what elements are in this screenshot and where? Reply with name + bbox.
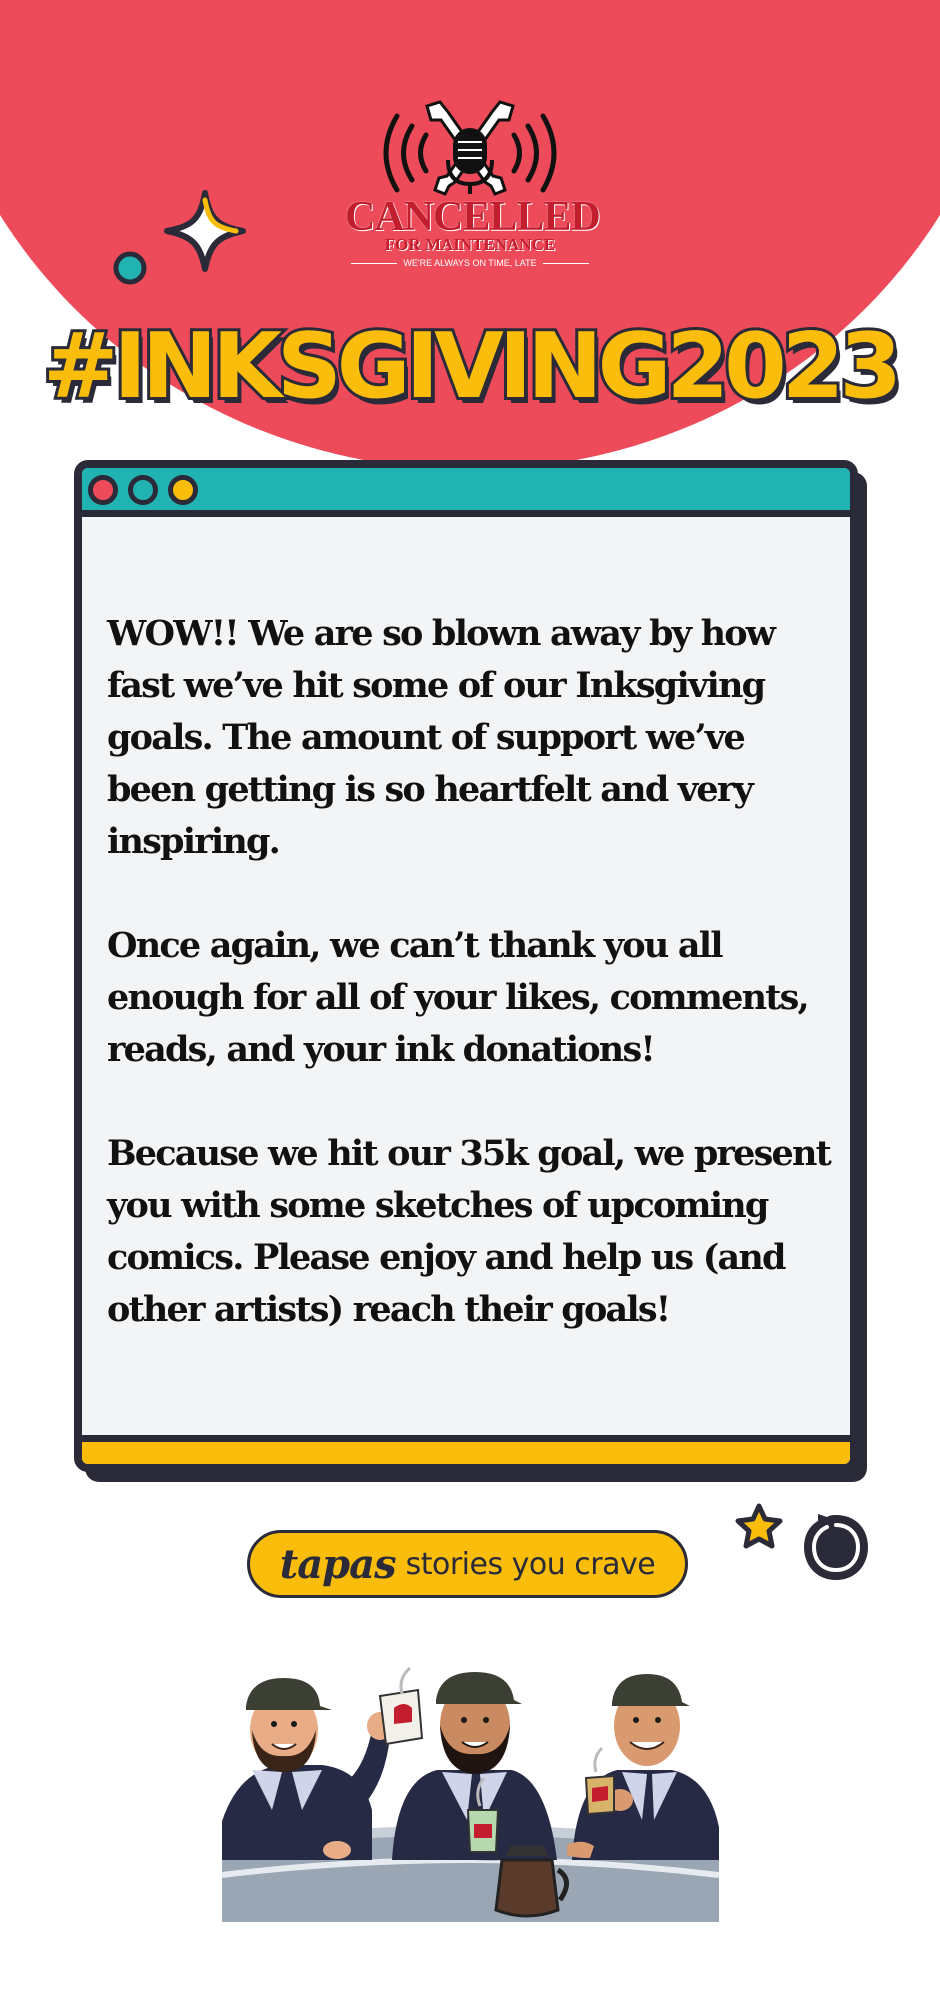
hashtag-heading: #INKSGIVING2023: [43, 314, 897, 419]
mug-tan: [586, 1748, 614, 1814]
tapas-logo: tapas: [279, 1540, 396, 1588]
sparkle-icon: [162, 188, 248, 274]
message-paragraph: WOW!! We are so blown away by how fast we’ve hit some of our Inksgiving goals. The amount of support we’ve been getting is so heartfelt and very inspiring.: [107, 613, 775, 862]
message-paragraph: Because we hit our 35k goal, we present you with some sketches of upcoming comics. Please enjoy and help us (and other artists) reach their goals!: [107, 1133, 830, 1330]
tapas-tagline: stories you crave: [405, 1546, 656, 1582]
logo-tagline: WE'RE ALWAYS ON TIME, LATE: [403, 258, 537, 268]
message-paragraph: Once again, we can’t thank you all enough for all of your likes, comments, reads, and your ink donations!: [107, 925, 808, 1070]
tapas-button[interactable]: [247, 1530, 688, 1598]
window-dot-teal: [128, 475, 158, 505]
host-left: [222, 1678, 393, 1860]
window-dot-yellow: [168, 475, 198, 505]
logo-subtitle: FOR MAINTENANCE: [384, 235, 556, 254]
logo-tagline-row: [351, 258, 589, 268]
host-right: [567, 1674, 719, 1860]
logo-title: CANCELLED: [345, 194, 600, 240]
divider: [351, 263, 397, 264]
dot-icon: [112, 250, 148, 286]
logo: [345, 98, 600, 273]
speech-bubble-icon: [800, 1510, 872, 1586]
message-window: [74, 460, 858, 1472]
divider: [543, 263, 589, 264]
window-titlebar: [82, 468, 850, 517]
star-icon: [734, 1502, 784, 1554]
hosts-illustration: [222, 1660, 719, 1922]
window-bottombar: [82, 1435, 850, 1464]
message-body: [107, 608, 837, 1388]
window-dot-red: [88, 475, 118, 505]
mug-raised: [380, 1668, 422, 1744]
microphone-icon: [345, 98, 595, 198]
